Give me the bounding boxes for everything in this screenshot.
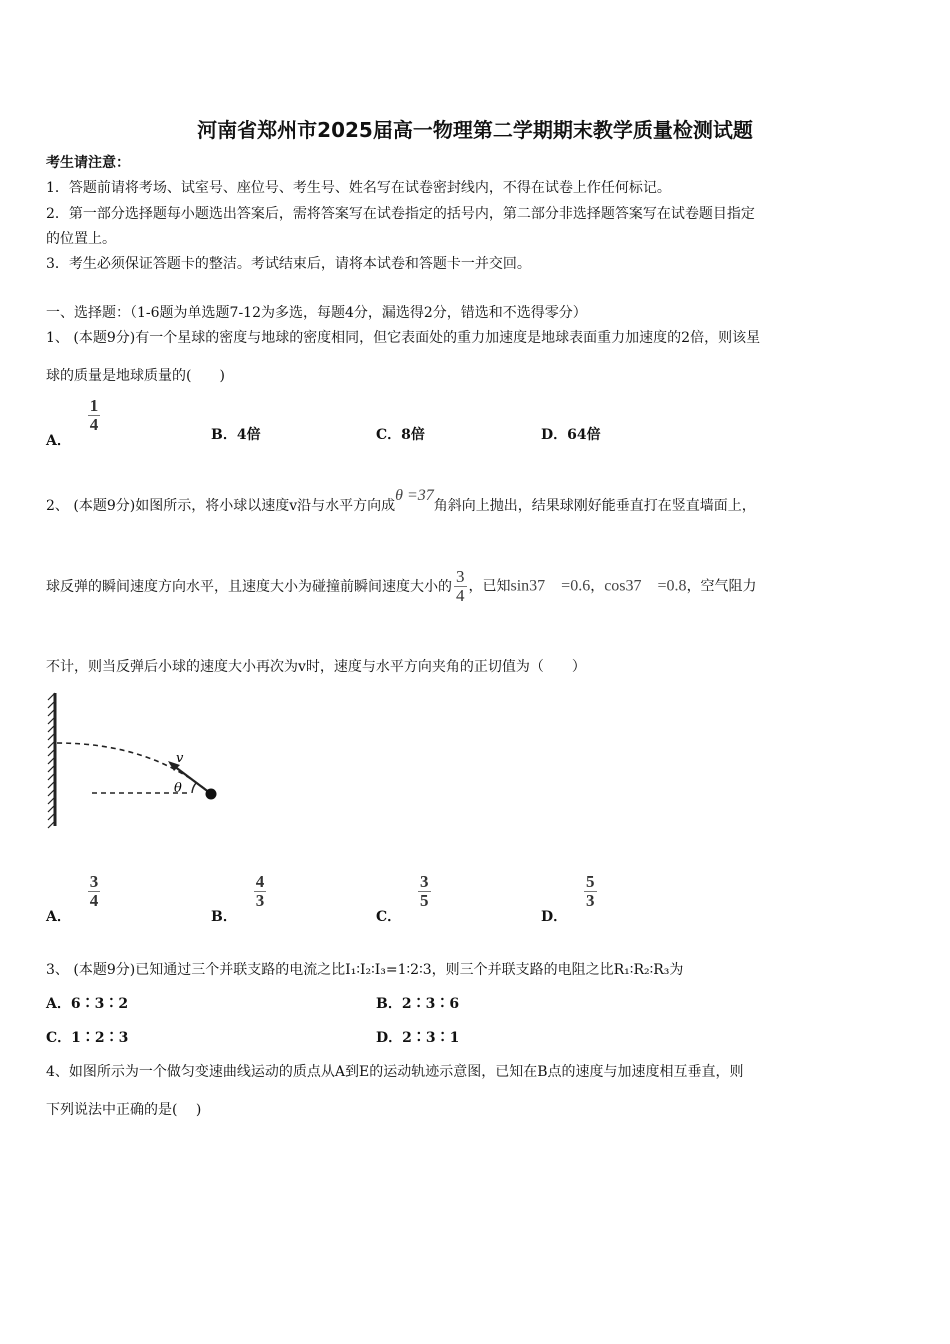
q2-option-a-fraction <box>88 873 101 910</box>
section-heading: 一、选择题：（1-6题为单选题7-12为多选，每题4分，漏选得2分，错选和不选得零分） <box>46 305 587 321</box>
notice-item-3: 3．考生必须保证答题卡的整洁。考试结束后，请将本试卷和答题卡一并交回。 <box>46 256 531 272</box>
q4-stem-line1: 4、如图所示为一个做匀变速曲线运动的质点从A到E的运动轨迹示意图，已知在B点的速度与加速度相互垂直，则 <box>46 1064 744 1080</box>
fraction-numerator: 3 <box>456 567 465 586</box>
fraction-denominator: 4 <box>456 586 465 605</box>
q3-option-a[interactable]: A．6∶3∶2 <box>46 996 129 1012</box>
q2-sin-value: sin37 =0.6 <box>510 577 591 595</box>
fraction-numerator: 1 <box>89 396 99 415</box>
q2-projectile-diagram <box>40 688 240 838</box>
q2-option-b-fraction <box>254 873 267 910</box>
ball <box>206 789 217 800</box>
q2-stem-line2-post: ，空气阻力 <box>686 578 757 595</box>
q2-option-d-label: D． <box>541 908 568 925</box>
q2-option-a[interactable] <box>46 872 100 925</box>
q2-option-a-label: A． <box>46 908 71 925</box>
q2-stem-line1 <box>46 485 756 514</box>
q1-option-a-label: A． <box>46 432 71 449</box>
q2-theta-formula: θ =37 <box>395 487 434 504</box>
q1-option-a[interactable] <box>46 396 100 449</box>
q2-cos-value: cos37 =0.8 <box>604 577 687 595</box>
fraction-numerator: 3 <box>420 872 429 891</box>
q2-option-c-label: C． <box>376 908 402 925</box>
q2-stem-line2 <box>46 568 757 605</box>
q3-option-d[interactable]: D．2∶3∶1 <box>376 1030 460 1046</box>
q2-stem-line1-pre: 2、 (本题9分)如图所示，将小球以速度v沿与水平方向成 <box>46 498 396 514</box>
fraction-denominator: 4 <box>89 891 99 910</box>
fraction-numerator: 3 <box>89 872 99 891</box>
notice-item-2-cont: 的位置上。 <box>46 231 116 247</box>
q1-option-d[interactable]: D．64倍 <box>541 427 601 443</box>
q3-option-c[interactable]: C．1∶2∶3 <box>46 1030 129 1046</box>
q2-comma: ， <box>590 578 605 595</box>
notice-heading: 考生请注意： <box>46 155 130 171</box>
angle-arc <box>192 783 196 793</box>
velocity-label: v <box>176 751 184 766</box>
q1-option-b[interactable]: B．4倍 <box>211 427 261 443</box>
q1-option-a-fraction <box>88 397 101 434</box>
fraction-denominator: 3 <box>586 891 595 910</box>
q2-stem-line1-post: 角斜向上抛出，结果球刚好能垂直打在竖直墙面上， <box>433 498 756 514</box>
q2-option-b-label: B． <box>211 908 237 925</box>
q1-stem-line2: 球的质量是地球质量的( ) <box>46 368 225 384</box>
fraction-numerator: 5 <box>586 872 595 891</box>
q2-option-b[interactable] <box>211 872 266 925</box>
q2-option-d[interactable] <box>541 872 597 925</box>
q2-option-c-fraction <box>418 873 431 910</box>
q2-stem-line3: 不计，则当反弹后小球的速度大小再次为v时，速度与水平方向夹角的正切值为（ ） <box>46 659 586 675</box>
q3-option-b[interactable]: B．2∶3∶6 <box>376 996 460 1012</box>
trajectory-curve <box>57 743 210 793</box>
angle-label: θ <box>174 781 182 796</box>
q2-option-d-fraction <box>584 873 597 910</box>
fraction-denominator: 4 <box>89 415 99 434</box>
notice-item-1: 1．答题前请将考场、试室号、座位号、考生号、姓名写在试卷密封线内，不得在试卷上作任何标记。 <box>46 180 671 196</box>
q2-option-c[interactable] <box>376 872 431 925</box>
q3-stem: 3、 (本题9分)已知通过三个并联支路的电流之比I₁∶I₂∶I₃=1∶2∶3，则三个并联支路的电阻之比R₁∶R₂∶R₃为 <box>46 962 684 978</box>
page-title: 河南省郑州市2025届高一物理第二学期期末教学质量检测试题 <box>197 118 753 142</box>
notice-item-2: 2．第一部分选择题每小题选出答案后，需将答案写在试卷指定的括号内，第二部分非选择题答案写在试卷题目指定 <box>46 206 755 222</box>
q2-ratio-fraction <box>454 568 467 605</box>
q4-stem-line2: 下列说法中正确的是( ) <box>46 1102 202 1118</box>
fraction-denominator: 5 <box>420 891 429 910</box>
q2-stem-line2-mid: ，已知 <box>468 578 511 595</box>
q1-option-c[interactable]: C．8倍 <box>376 427 425 443</box>
fraction-numerator: 4 <box>255 872 265 891</box>
q1-stem-line1: 1、 (本题9分)有一个星球的密度与地球的密度相同，但它表面处的重力加速度是地球表面重力加速度的2倍，则该星 <box>46 330 761 346</box>
q2-stem-line2-pre: 球反弹的瞬间速度方向水平，且速度大小为碰撞前瞬间速度大小的 <box>46 578 452 595</box>
fraction-denominator: 3 <box>255 891 265 910</box>
